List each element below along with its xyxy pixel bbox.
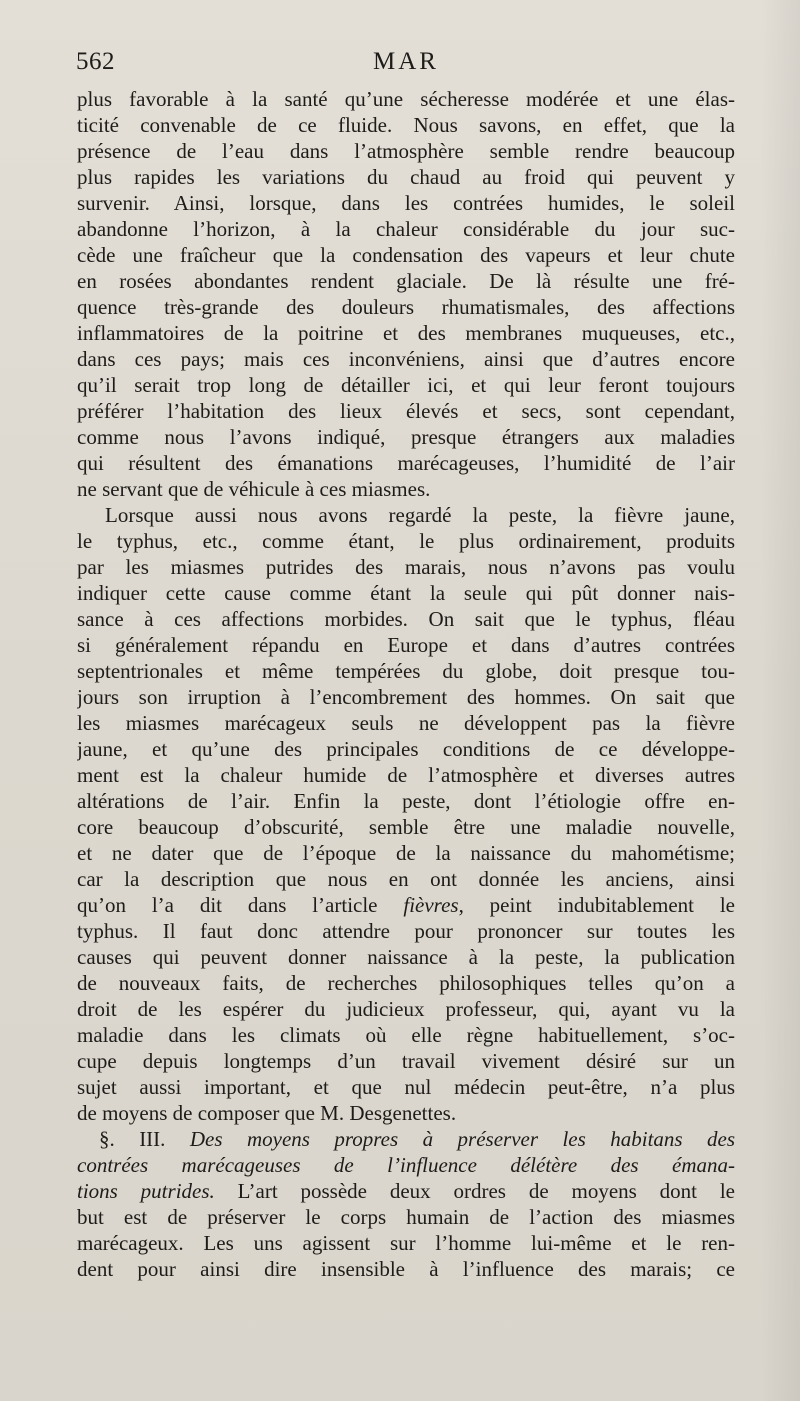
text-line-with-italic — [77, 892, 735, 918]
text-line: ne servant que de véhicule à ces miasmes. — [77, 477, 431, 501]
text-line: plus rapides les variations du chaud au froid qui peuvent y — [77, 165, 735, 189]
page-number: 562 — [76, 48, 115, 75]
text-line: survenir. Ainsi, lorsque, dans les contrées humides, le soleil — [77, 191, 735, 215]
text-line: but est de préserver le corps humain de l’action des miasmes — [77, 1205, 735, 1229]
italic-term: fièvres — [403, 893, 459, 917]
text-line: qu’il serait trop long de détailler ici, et qui leur feront toujours — [77, 373, 735, 397]
text-line: par les miasmes putrides des marais, nous n’avons pas voulu — [77, 555, 735, 579]
text-line-with-italic — [77, 1178, 735, 1204]
paragraph-3-section — [77, 1126, 735, 1282]
text-line: plus favorable à la santé qu’une sécheresse modérée et une élas- — [77, 87, 735, 111]
text-line: le typhus, etc., comme étant, le plus ordinairement, produits — [77, 529, 735, 553]
page-edge-shadow — [760, 0, 800, 1401]
text-span: , peint indubitablement le — [458, 893, 735, 917]
text-line: jours son irruption à l’encombrement des hommes. On sait que — [77, 685, 735, 709]
text-line: causes qui peuvent donner naissance à la peste, la publication — [77, 945, 735, 969]
text-line: typhus. Il faut donc attendre pour prononcer sur toutes les — [77, 919, 735, 943]
text-line: quence très-grande des douleurs rhumatismales, des affections — [77, 295, 735, 319]
text-line: sance à ces affections morbides. On sait que le typhus, fléau — [77, 607, 735, 631]
text-span: qu’on l’a dit dans l’article — [77, 893, 404, 917]
text-line: de nouveaux faits, de recherches philosophiques telles qu’on a — [77, 971, 735, 995]
text-line: qui résultent des émanations marécageuses, l’humidité de l’air — [77, 451, 735, 475]
text-line: altérations de l’air. Enfin la peste, dont l’étiologie offre en- — [77, 789, 735, 813]
text-line: dent pour ainsi dire insensible à l’influence des marais; ce — [77, 1257, 735, 1281]
text-line: marécageux. Les uns agissent sur l’homme lui-même et le ren- — [77, 1231, 735, 1255]
text-line: dans ces pays; mais ces inconvéniens, ainsi que d’autres encore — [77, 347, 735, 371]
text-line: septentrionales et même tempérées du globe, doit presque tou- — [77, 659, 735, 683]
text-line: en rosées abondantes rendent glaciale. De là résulte une fré- — [77, 269, 735, 293]
running-head — [76, 48, 736, 82]
paragraph-2 — [77, 502, 735, 1126]
text-line: inflammatoires de la poitrine et des membranes muqueuses, etc., — [77, 321, 735, 345]
section-title-end: tions putrides. — [77, 1179, 215, 1203]
text-line: et ne dater que de l’époque de la naissance du mahométisme; — [77, 841, 735, 865]
paragraph-1 — [77, 86, 735, 502]
text-line: cède une fraîcheur que la condensation des vapeurs et leur chute — [77, 243, 735, 267]
text-line: cupe depuis longtemps d’un travail vivement désiré sur un — [77, 1049, 735, 1073]
text-line: car la description que nous en ont donnée les anciens, ainsi — [77, 867, 735, 891]
text-line: préférer l’habitation des lieux élevés et secs, sont cependant, — [77, 399, 735, 423]
text-line: abandonne l’horizon, à la chaleur considérable du jour suc- — [77, 217, 735, 241]
section-title-line: contrées marécageuses de l’influence délétère des émana- — [77, 1153, 735, 1177]
text-line: indiquer cette cause comme étant la seule qui pût donner nais- — [77, 581, 735, 605]
text-line: Lorsque aussi nous avons regardé la peste, la fièvre jaune, — [105, 503, 735, 527]
body-text — [77, 86, 735, 1282]
text-line: de moyens de composer que M. Desgenettes. — [77, 1101, 457, 1125]
section-heading-line — [77, 1126, 735, 1152]
section-title: Des moyens propres à préserver les habitans des — [189, 1127, 735, 1151]
text-line: jaune, et qu’une des principales conditions de ce développe- — [77, 737, 735, 761]
text-line: les miasmes marécageux seuls ne développent pas la fièvre — [77, 711, 735, 735]
text-line: comme nous l’avons indiqué, presque étrangers aux maladies — [77, 425, 735, 449]
text-line: sujet aussi important, et que nul médecin peut-être, n’a plus — [77, 1075, 735, 1099]
text-line: maladie dans les climats où elle règne habituellement, s’oc- — [77, 1023, 735, 1047]
text-line: si généralement répandu en Europe et dans d’autres contrées — [77, 633, 735, 657]
section-mark: §. III. — [99, 1127, 166, 1151]
text-line: ticité convenable de ce fluide. Nous savons, en effet, que la — [77, 113, 735, 137]
text-span: L’art possède deux ordres de moyens dont le — [214, 1179, 735, 1203]
running-title: MAR — [373, 48, 439, 75]
text-line: droit de les espérer du judicieux professeur, qui, ayant vu la — [77, 997, 735, 1021]
text-line: présence de l’eau dans l’atmosphère semble rendre beaucoup — [77, 139, 735, 163]
text-line: core beaucoup d’obscurité, semble être une maladie nouvelle, — [77, 815, 735, 839]
text-line: ment est la chaleur humide de l’atmosphère et diverses autres — [77, 763, 735, 787]
